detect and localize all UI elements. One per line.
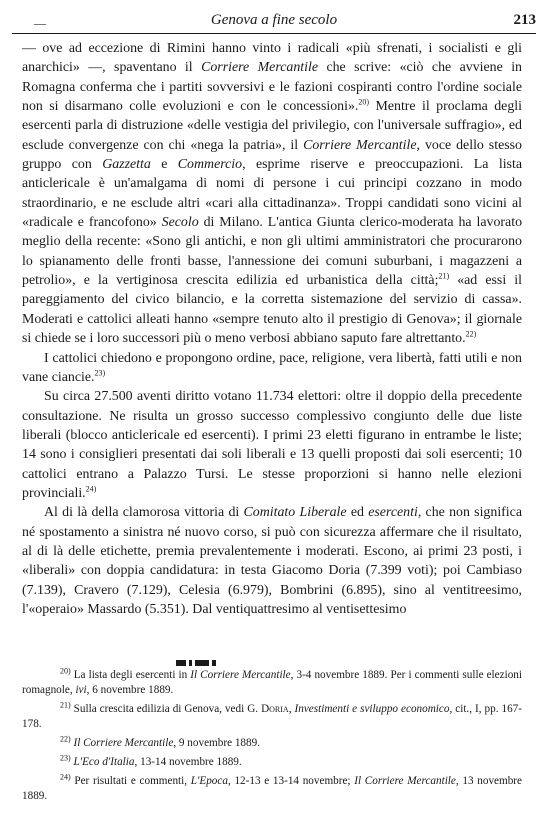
text-run: — ove ad eccezione di Rimini hanno vinto i radicali «più sfrenati, i socialisti e gli anarchici» —, spaventano il (22, 41, 522, 76)
page-number: 213 (513, 12, 536, 28)
italic-title: esercenti (368, 505, 418, 521)
italic-title: Il Corriere Mercantile (354, 775, 456, 787)
paragraph-3 (22, 387, 522, 503)
footnote-number: 23) (60, 753, 71, 763)
footnote-ref: 21) (438, 271, 450, 281)
print-artifact-marks (176, 660, 256, 668)
footnote-21 (22, 702, 522, 732)
text-run: La lista degli esercenti in (70, 669, 191, 681)
paragraph-2 (22, 349, 522, 388)
text-run: , voce dello stesso gruppo con (22, 137, 522, 173)
footnote-number: 22) (60, 734, 71, 744)
italic-title: Il Corriere Mercantile (73, 737, 174, 749)
header-rule (12, 33, 536, 34)
text-run: e (150, 157, 178, 173)
text-run: Sulla crescita edilizia di Genova, vedi G. (70, 703, 262, 715)
italic-title: L'Eco d'Italia (73, 756, 135, 768)
text-run: Mentre il proclama degli esercenti parla di distruzione «delle vestigia del privilegio, con l'universale suffragio», ed esclude convergenze con chi «nega la patria», il (22, 99, 522, 153)
text-run: , 12-13 e 13-14 novembre; (227, 775, 355, 787)
italic-title: Gazzetta (102, 157, 151, 173)
footnote-24 (22, 774, 522, 804)
text-run: «ad essi il pareggiamento del civico bilancio, e la corretta sistemazione del servizio di cassa». Moderati e cattolici alleati hanno «sempre tenuto alto il prestigio di Genova»; il giornale si chiede se i loro successori più o meno verbosi abbiano saputo fare altrettanto. (22, 273, 522, 347)
text-run: , che non significa né spostamento a sinistra né nuovo corso, si può con sicurezza affermare che il risultato, al di là delle etichette, premia prevalentemente i moderati. Escono, ai primi 23 posti, i «liberali» con doppia candidatura: in testa Giacomo Doria (7.399 voti); poi Cambiaso (7.139), Cravero (7.129), Celesia (6.979), Bombrini (6.895), sino al ventitreesimo, l'«operaio» Massardo (5.351). Dal ventiquattresimo al ventisettesimo (22, 505, 522, 617)
paragraph-1 (22, 39, 522, 349)
text-run: che scrive: «ciò che avviene in Romagna conferma che i partiti sovversivi e le fazioni cospiranti contro l'ordine sociale non si disarmano colle evoluzioni e con le concessioni». (22, 60, 523, 115)
text-run: , cit., I, pp. 167-178. (22, 703, 522, 730)
text-run: , 3-4 novembre 1889. Per i commenti sulle elezioni romagnole, (22, 669, 522, 696)
italic-title: ivi (75, 684, 87, 696)
text-run: Al di là della clamorosa vittoria di (44, 505, 244, 521)
text-run: di Milano. L'antica Giunta clerico-moderata ha lavorato meglio della recente: «Sono gli antichi, e non gli ultimi amministratori che procurarono lo spianamento delle fronti basse, l'annessione dei comuni suburbani, i magazzeni a petrolio», e la vertiginosa crescita edilizia ed urbanistica della città; (22, 215, 523, 289)
footnote-ref: 24) (85, 484, 97, 494)
italic-title: Corriere Mercantile (201, 60, 319, 76)
footnote-ref: 22) (465, 329, 477, 339)
footnote-ref: 20) (358, 97, 370, 107)
footnote-number: 21) (60, 700, 71, 710)
text-run: , esprime riserve e preoccupazioni. La lista anticlericale è un'amalgama di nomi di persone i cui principi cozzano in modo straordinario, e ne esclude altri «cari alla cittadinanza». Troppi candidati sono vicini al «radicale e francofono» (22, 157, 522, 231)
footnote-23 (22, 755, 522, 770)
footnote-22 (22, 736, 522, 751)
text-run: , 9 novembre 1889. (173, 737, 260, 749)
footnotes (22, 668, 522, 806)
header-dash: — (34, 16, 46, 30)
text-run: , 13-14 novembre 1889. (134, 756, 242, 768)
footnote-20 (22, 668, 522, 698)
italic-title: Secolo (161, 215, 199, 231)
text-run: Per risultati e commenti, (70, 775, 191, 787)
paragraph-4 (22, 503, 522, 619)
footnote-ref: 23) (94, 368, 106, 378)
text-run: , 13 novembre 1889. (22, 775, 522, 802)
text-run: I cattolici chiedono e propongono ordine, pace, religione, vera libertà, fatti utili e non vane ciancie. (22, 350, 522, 385)
text-run: , (288, 703, 295, 715)
italic-title: Corriere Mercantile (303, 137, 417, 153)
italic-title: Il Corriere Mercantile (190, 669, 291, 681)
text-run: ed (346, 505, 369, 521)
text-run: Su circa 27.500 aventi diritto votano 11.734 elettori: oltre il doppio della precedente consultazione. Ne risulta un grosso successo complessivo congiunto delle due liste liberali (blocco anticlericale ed esercenti). I primi 23 eletti figurano in entrambe le liste; 14 sono i consiglieri presentati dai soli liberali e 13 quelli proposti dai soli esercenti; 10 cattolici entrano a Palazzo Tursi. Le stesse proporzioni si hanno nelle elezioni provinciali. (22, 389, 522, 501)
footnote-number: 24) (60, 772, 71, 782)
author-name: Doria (261, 703, 289, 715)
text-run: , 6 novembre 1889. (86, 684, 174, 696)
body-text (22, 39, 522, 619)
italic-title: Comitato Liberale (243, 505, 347, 521)
italic-title: Investimenti e sviluppo economico (294, 703, 450, 715)
running-title: Genova a fine secolo (210, 12, 338, 28)
italic-title: Commercio (177, 157, 243, 173)
footnote-number: 20) (60, 666, 71, 676)
italic-title: L'Epoca (190, 775, 228, 787)
running-header (12, 12, 536, 34)
